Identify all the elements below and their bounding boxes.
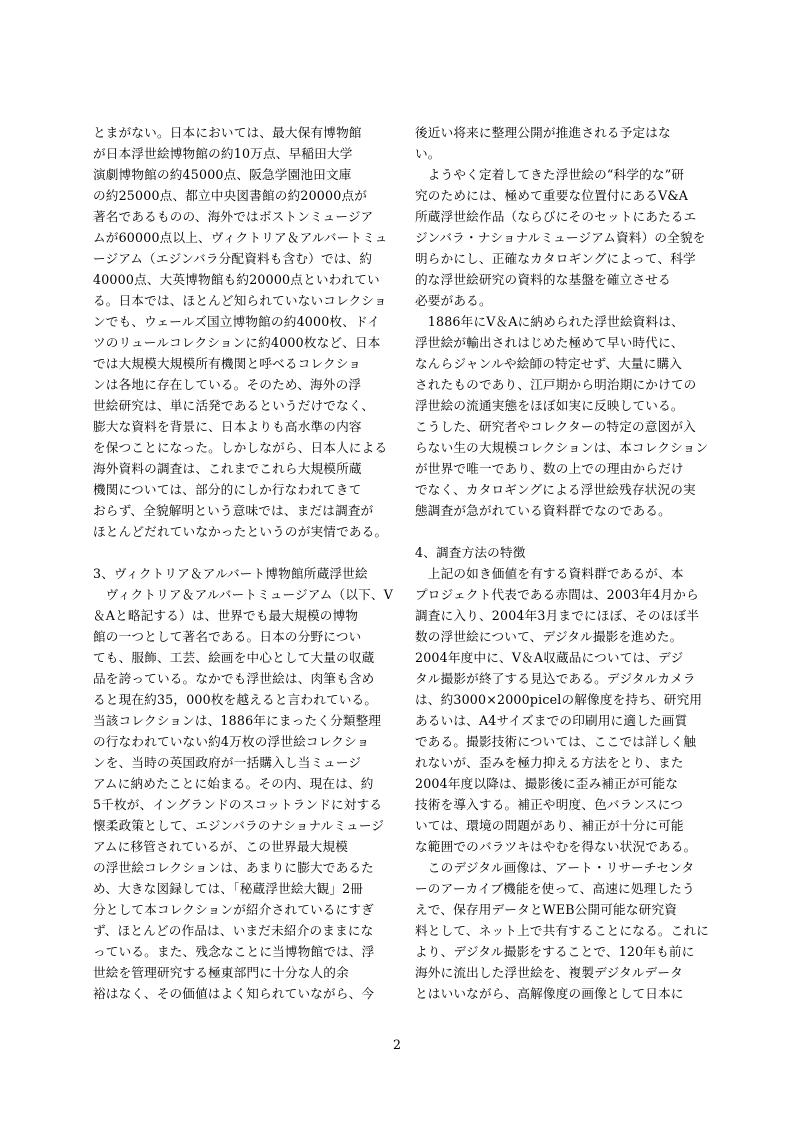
text-line: でなく、カタロギングによる浮世絵残存状況の実 <box>415 482 696 497</box>
text-line: 究のためには、極めて重要な位置付にあるV&A <box>415 188 689 203</box>
text-line: こうした、研究者やコレクターの特定の意図が入 <box>415 419 696 434</box>
text-line: ムが60000点以上、ヴィクトリア＆アルバートミュ <box>93 230 388 245</box>
page-number: 2 <box>392 1037 401 1052</box>
text-line: 必要がある。 <box>415 293 492 308</box>
text-line: め、大きな図録しては、「秘蔵浮世絵大観」2冊 <box>93 881 364 896</box>
text-line: されたものであり、江戸期から明治期にかけての <box>415 377 697 392</box>
text-line: なんらジャンルや絵師の特定せず、大量に購入 <box>415 356 683 371</box>
text-line: 態調査が急がれている資料群でなのである。 <box>415 503 671 518</box>
text-line: ンを、当時の英国政府が一括購入し当ミュージ <box>93 755 362 770</box>
text-line: れないが、歪みを極力抑える方法をとり、また <box>415 755 684 770</box>
text-line: では大規模大規模所有機関と呼べるコレクショ <box>93 356 362 371</box>
text-line: 演劇博物館の約45000点、阪急学園池田文庫 <box>93 167 352 182</box>
text-line: このデジタル画像は、アート・リサーチセンタ <box>415 860 695 875</box>
text-line: 5千枚が、イングランドのスコットランドに対する <box>93 797 383 812</box>
text-line: いては、環境の問題があり、補正が十分に可能 <box>415 818 684 833</box>
text-line: な範囲でのバラツキはやむを得ない状況である。 <box>415 839 697 854</box>
text-line: とはいいながら、高解像度の画像として日本に <box>415 986 684 1001</box>
text-line: 懐柔政策として、エジンバラのナショナルミュージ <box>93 818 385 833</box>
text-line: 後近い将来に整理公開が推進される予定はな <box>415 125 671 140</box>
text-line: ず、ほとんどの作品は、いまだ未紹介のままにな <box>93 923 374 938</box>
right-paragraph-2 <box>415 164 711 311</box>
text-line: 的な浮世絵研究の資料的な基盤を確立させる <box>415 272 671 287</box>
text-line: ジンバラ・ナショナルミュージアム資料）の全貌を <box>415 230 706 245</box>
text-line: を保つことになった。しかしながら、日本人による <box>93 440 388 455</box>
text-line: 所蔵浮世絵作品（ならびにそのセットにあたるエ <box>415 209 697 224</box>
text-line: 明らかにし、正確なカタロギングによって、科学 <box>415 251 696 266</box>
text-line: っている。また、残念なことに当博物館では、浮 <box>93 944 375 959</box>
right-paragraph-1 <box>415 122 711 164</box>
text-line: 機関については、部分的にしか行なわれてきて <box>93 482 362 497</box>
text-line: ンは各地に存在している。そのため、海外の浮 <box>93 377 362 392</box>
right-paragraph-5 <box>415 857 711 1004</box>
text-line: 料として、ネット上で共有することになる。これに <box>415 923 710 938</box>
text-line: より、デジタル撮影をすることで、120年も前に <box>415 944 695 959</box>
text-line: 浮世絵が輸出されはじめた極めて早い時代に、 <box>415 335 684 350</box>
text-line: 数の浮世絵について、デジタル撮影を進めた。 <box>415 629 683 644</box>
text-line: である。撮影技術については、ここでは詳しく触 <box>415 734 697 749</box>
text-line: 2004年度以降は、撮影後に歪み補正が可能な <box>415 776 679 791</box>
left-column <box>93 122 394 1004</box>
text-line: とまがない。日本においては、最大保有博物館 <box>93 125 362 140</box>
text-line: る。日本では、ほとんど知られていないコレクショ <box>93 293 387 308</box>
text-line: 調査に入り、2004年3月までにほぼ、そのほぼ半 <box>415 608 700 623</box>
text-line: ヴィクトリア＆アルバートミュージアム（以下、V <box>93 587 394 602</box>
text-line: の浮世絵コレクションは、あまりに膨大であるた <box>93 860 374 875</box>
right-column <box>415 122 711 1004</box>
text-line: 裕はなく、その価値はよく知られていながら、今 <box>93 986 375 1001</box>
text-line: ツのリュールコレクションに約4000枚など、日本 <box>93 335 381 350</box>
left-paragraph-1 <box>93 122 389 542</box>
text-line: 2004年度中に、V＆A収蔵品については、デジ <box>415 650 684 665</box>
paragraph-gap <box>415 521 711 542</box>
paragraph-gap <box>93 542 389 563</box>
text-line: は、約3000×2000picelの解像度を持ち、研究用 <box>415 692 703 707</box>
text-line: ージアム（エジンバラ分配資料も含む）では、約 <box>93 251 373 266</box>
section-4-heading: 4、調査方法の特徴 <box>415 545 526 560</box>
text-line: ても、服飾、工芸、絵画を中心として大量の収蔵 <box>93 650 375 665</box>
text-line: おらず、全貌解明という意味では、まだは調査が <box>93 503 374 518</box>
text-line: 1886年にV＆Aに納められた浮世絵資料は、 <box>415 314 684 329</box>
text-line: 当該コレクションは、1886年にまったく分類整理 <box>93 713 382 728</box>
text-line: の行なわれていない約4万枚の浮世絵コレクショ <box>93 734 370 749</box>
text-line: らない生の大規模コレクションは、本コレクション <box>415 440 709 455</box>
text-line: プロジェクト代表である赤間は、2003年4月から <box>415 587 699 602</box>
right-paragraph-4 <box>415 563 711 857</box>
text-line: が日本浮世絵博物館の約10万点、早稲田大学 <box>93 146 353 161</box>
text-line: ＆Aと略記する）は、世界でも最大規模の博物 <box>93 608 359 623</box>
text-line: ようやく定着してきた浮世絵の“科学的な”研 <box>415 167 685 182</box>
text-line: い。 <box>415 146 441 161</box>
text-line: の約25000点、都立中央図書館の約20000点が <box>93 188 368 203</box>
text-line: アムに移管されているが、この世界最大規模 <box>93 839 348 854</box>
text-line: 上記の如き価値を有する資料群であるが、本 <box>415 566 684 581</box>
text-line: 海外に流出した浮世絵を、複製デジタルデータ <box>415 965 683 980</box>
text-line: 世絵研究は、単に活発であるというだけでなく、 <box>93 398 375 413</box>
text-line: ると現在約35，000枚を越えると言われている。 <box>93 692 378 707</box>
left-paragraph-2 <box>93 584 394 1004</box>
text-line: アムに納めたことに始まる。その内、現在は、約 <box>93 776 374 791</box>
text-line: 分として本コレクションが紹介されているにすぎ <box>93 902 374 917</box>
text-line: 40000点、大英博物館も約20000点といわれてい <box>93 272 380 287</box>
text-line: 世絵を管理研究する極東部門に十分な人的余 <box>93 965 349 980</box>
text-line: 技術を導入する。補正や明度、色バランスにつ <box>415 797 684 812</box>
text-line: 浮世絵の流通実態をほぼ如実に反映している。 <box>415 398 684 413</box>
text-line: 著名であるものの、海外ではボストンミュージア <box>93 209 374 224</box>
text-line: ンでも、ウェールズ国立博物館の約4000枚、ドイ <box>93 314 380 329</box>
text-line: 膨大な資料を背景に、日本よりも高水準の内容 <box>93 419 362 434</box>
text-line: ーのアーカイブ機能を使って、高速に処理したう <box>415 881 695 896</box>
text-line: が世界で唯一であり、数の上での理由からだけ <box>415 461 684 476</box>
text-line: 海外資料の調査は、これまでこれら大規模所蔵 <box>93 461 362 476</box>
text-line: ほとんどだれていなかったというのが実情である。 <box>93 524 388 539</box>
text-line: えで、保存用データとWEB公開可能な研究資 <box>415 902 678 917</box>
right-paragraph-3 <box>415 311 711 521</box>
text-line: 館の一つとして著名である。日本の分野につい <box>93 629 362 644</box>
text-line: タル撮影が終了する見込である。デジタルカメラ <box>415 671 696 686</box>
text-line: 品を誇っている。なかでも浮世絵は、肉筆も含め <box>93 671 375 686</box>
text-line: あるいは、A4サイズまでの印刷用に適した画質 <box>415 713 688 728</box>
section-3-heading: 3、ヴィクトリア＆アルバート博物館所蔵浮世絵 <box>93 566 368 581</box>
